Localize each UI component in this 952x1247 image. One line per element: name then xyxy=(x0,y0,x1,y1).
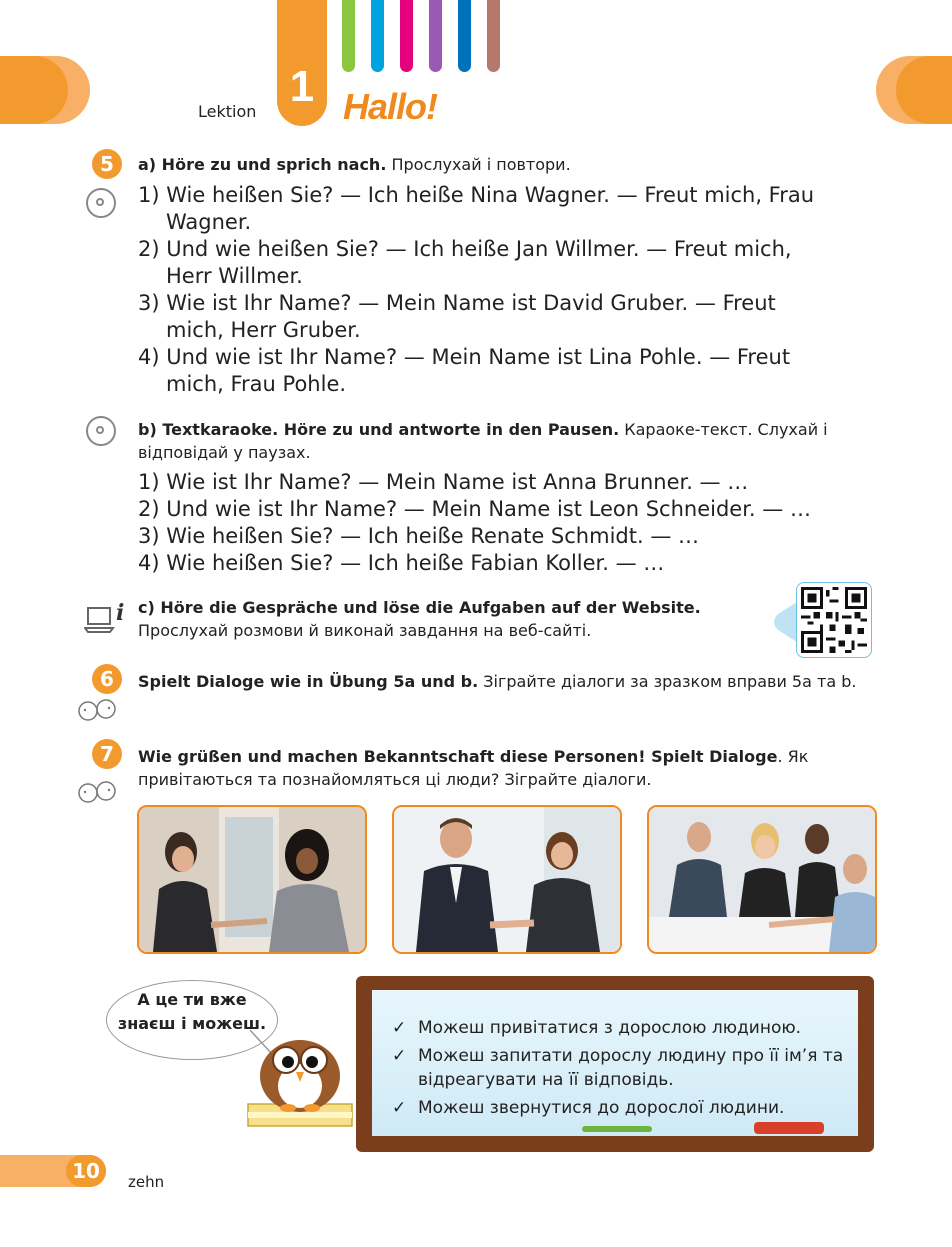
ex5b-instruction xyxy=(138,418,878,464)
color-bar xyxy=(342,0,355,72)
page-title: Hallo! xyxy=(343,86,438,127)
can-do-list xyxy=(392,1016,844,1120)
list-item: 2) Und wie ist Ihr Name? — Mein Name ist Leon Schneider. — … xyxy=(138,497,811,521)
ex7-instruction-de: Wie grüßen und machen Bekanntschaft diese Personen! Spielt Dialoge xyxy=(138,747,778,766)
exercise-number-6: 6 xyxy=(92,664,122,694)
list-item: 3) Wie ist Ihr Name? — Mein Name ist David Gruber. — Freut mich, Herr Gruber. xyxy=(138,291,776,342)
list-item: ✓ Можеш звернутися до дорослої людини. xyxy=(392,1098,785,1118)
list-item: 3) Wie heißen Sie? — Ich heiße Renate Schmidt. — … xyxy=(138,524,699,548)
color-bar xyxy=(487,0,500,72)
right-header-tab xyxy=(876,56,952,124)
ex5b-instruction-de: b) Textkaraoke. Höre zu und antworte in den Pausen. xyxy=(138,420,620,439)
ex5b-instruction-uk: Караоке-текст. Слухай і відповідай у паузах. xyxy=(138,420,828,462)
ex5c-instruction-uk: Прослухай розмови й виконай завдання на веб-сайті. xyxy=(138,621,592,640)
pair-work-icon xyxy=(74,698,122,726)
laptop-info-icon[interactable] xyxy=(84,598,126,638)
photo-business-team xyxy=(647,805,877,954)
check-icon: ✓ xyxy=(392,1046,407,1066)
lesson-number: 1 xyxy=(289,62,315,111)
color-bar xyxy=(371,0,384,72)
ex7-instruction-uk: . Як привітаються та познайомляться ці люди? Зіграйте діалоги. xyxy=(138,747,809,789)
board-surface xyxy=(372,990,858,1136)
speech-line: А це ти вже xyxy=(137,990,247,1009)
ex5a-instruction-uk: Прослухай і повтори. xyxy=(386,155,571,174)
list-item: 4) Wie heißen Sie? — Ich heiße Fabian Koller. — … xyxy=(138,551,665,575)
ex5c-instruction xyxy=(138,596,758,642)
list-item: ✓ Можеш запитати дорослу людину про її ім’я та відреагувати на її відповідь. xyxy=(392,1046,844,1090)
ex5b-list xyxy=(138,469,898,577)
ex5a-instruction-de: a) Höre zu und sprich nach. xyxy=(138,155,387,174)
list-item: 4) Und wie ist Ihr Name? — Mein Name ist Lina Pohle. — Freut mich, Frau Pohle. xyxy=(138,345,791,396)
check-icon: ✓ xyxy=(392,1098,407,1118)
audio-cd-icon[interactable] xyxy=(86,416,116,446)
exercise-number-7: 7 xyxy=(92,739,122,769)
ex6-instruction xyxy=(138,670,878,693)
chalk-icon xyxy=(582,1126,652,1132)
list-item: ✓ Можеш привітатися з дорослою людиною. xyxy=(392,1018,802,1038)
speech-line: знаєш і можеш. xyxy=(117,1014,267,1033)
list-item: 1) Wie ist Ihr Name? — Mein Name ist Anna Brunner. — … xyxy=(138,470,749,494)
pair-work-icon xyxy=(74,780,122,808)
audio-cd-icon[interactable] xyxy=(86,188,116,218)
page-number: 10 xyxy=(66,1155,106,1187)
left-header-tab xyxy=(0,56,90,124)
eraser-icon xyxy=(754,1122,824,1134)
photo-two-women-greeting xyxy=(137,805,367,954)
ex6-instruction-uk: Зіграйте діалоги за зразком вправи 5а та b. xyxy=(478,672,857,691)
summary-board xyxy=(356,976,874,1152)
ex5a-instruction xyxy=(138,153,878,176)
color-bar xyxy=(400,0,413,72)
check-icon: ✓ xyxy=(392,1018,407,1038)
photo-business-handshake xyxy=(392,805,622,954)
owl-on-book-illustration xyxy=(244,1020,356,1132)
list-item: 2) Und wie heißen Sie? — Ich heiße Jan Willmer. — Freut mich, Herr Willmer. xyxy=(138,237,792,288)
ex5a-list xyxy=(138,182,878,398)
page-number-word: zehn xyxy=(128,1173,165,1191)
exercise-number-5: 5 xyxy=(92,149,122,179)
lektion-label: Lektion xyxy=(198,102,257,121)
ex7-instruction xyxy=(138,745,878,791)
color-bar xyxy=(429,0,442,72)
ex6-instruction-de: Spielt Dialoge wie in Übung 5a und b. xyxy=(138,672,479,691)
color-bar xyxy=(458,0,471,72)
ex5c-instruction-de: c) Höre die Gespräche und löse die Aufgaben auf der Website. xyxy=(138,598,701,617)
list-item: 1) Wie heißen Sie? — Ich heiße Nina Wagner. — Freut mich, Frau Wagner. xyxy=(138,183,815,234)
svg-text:i: i xyxy=(116,600,125,626)
qr-code[interactable] xyxy=(796,582,872,658)
